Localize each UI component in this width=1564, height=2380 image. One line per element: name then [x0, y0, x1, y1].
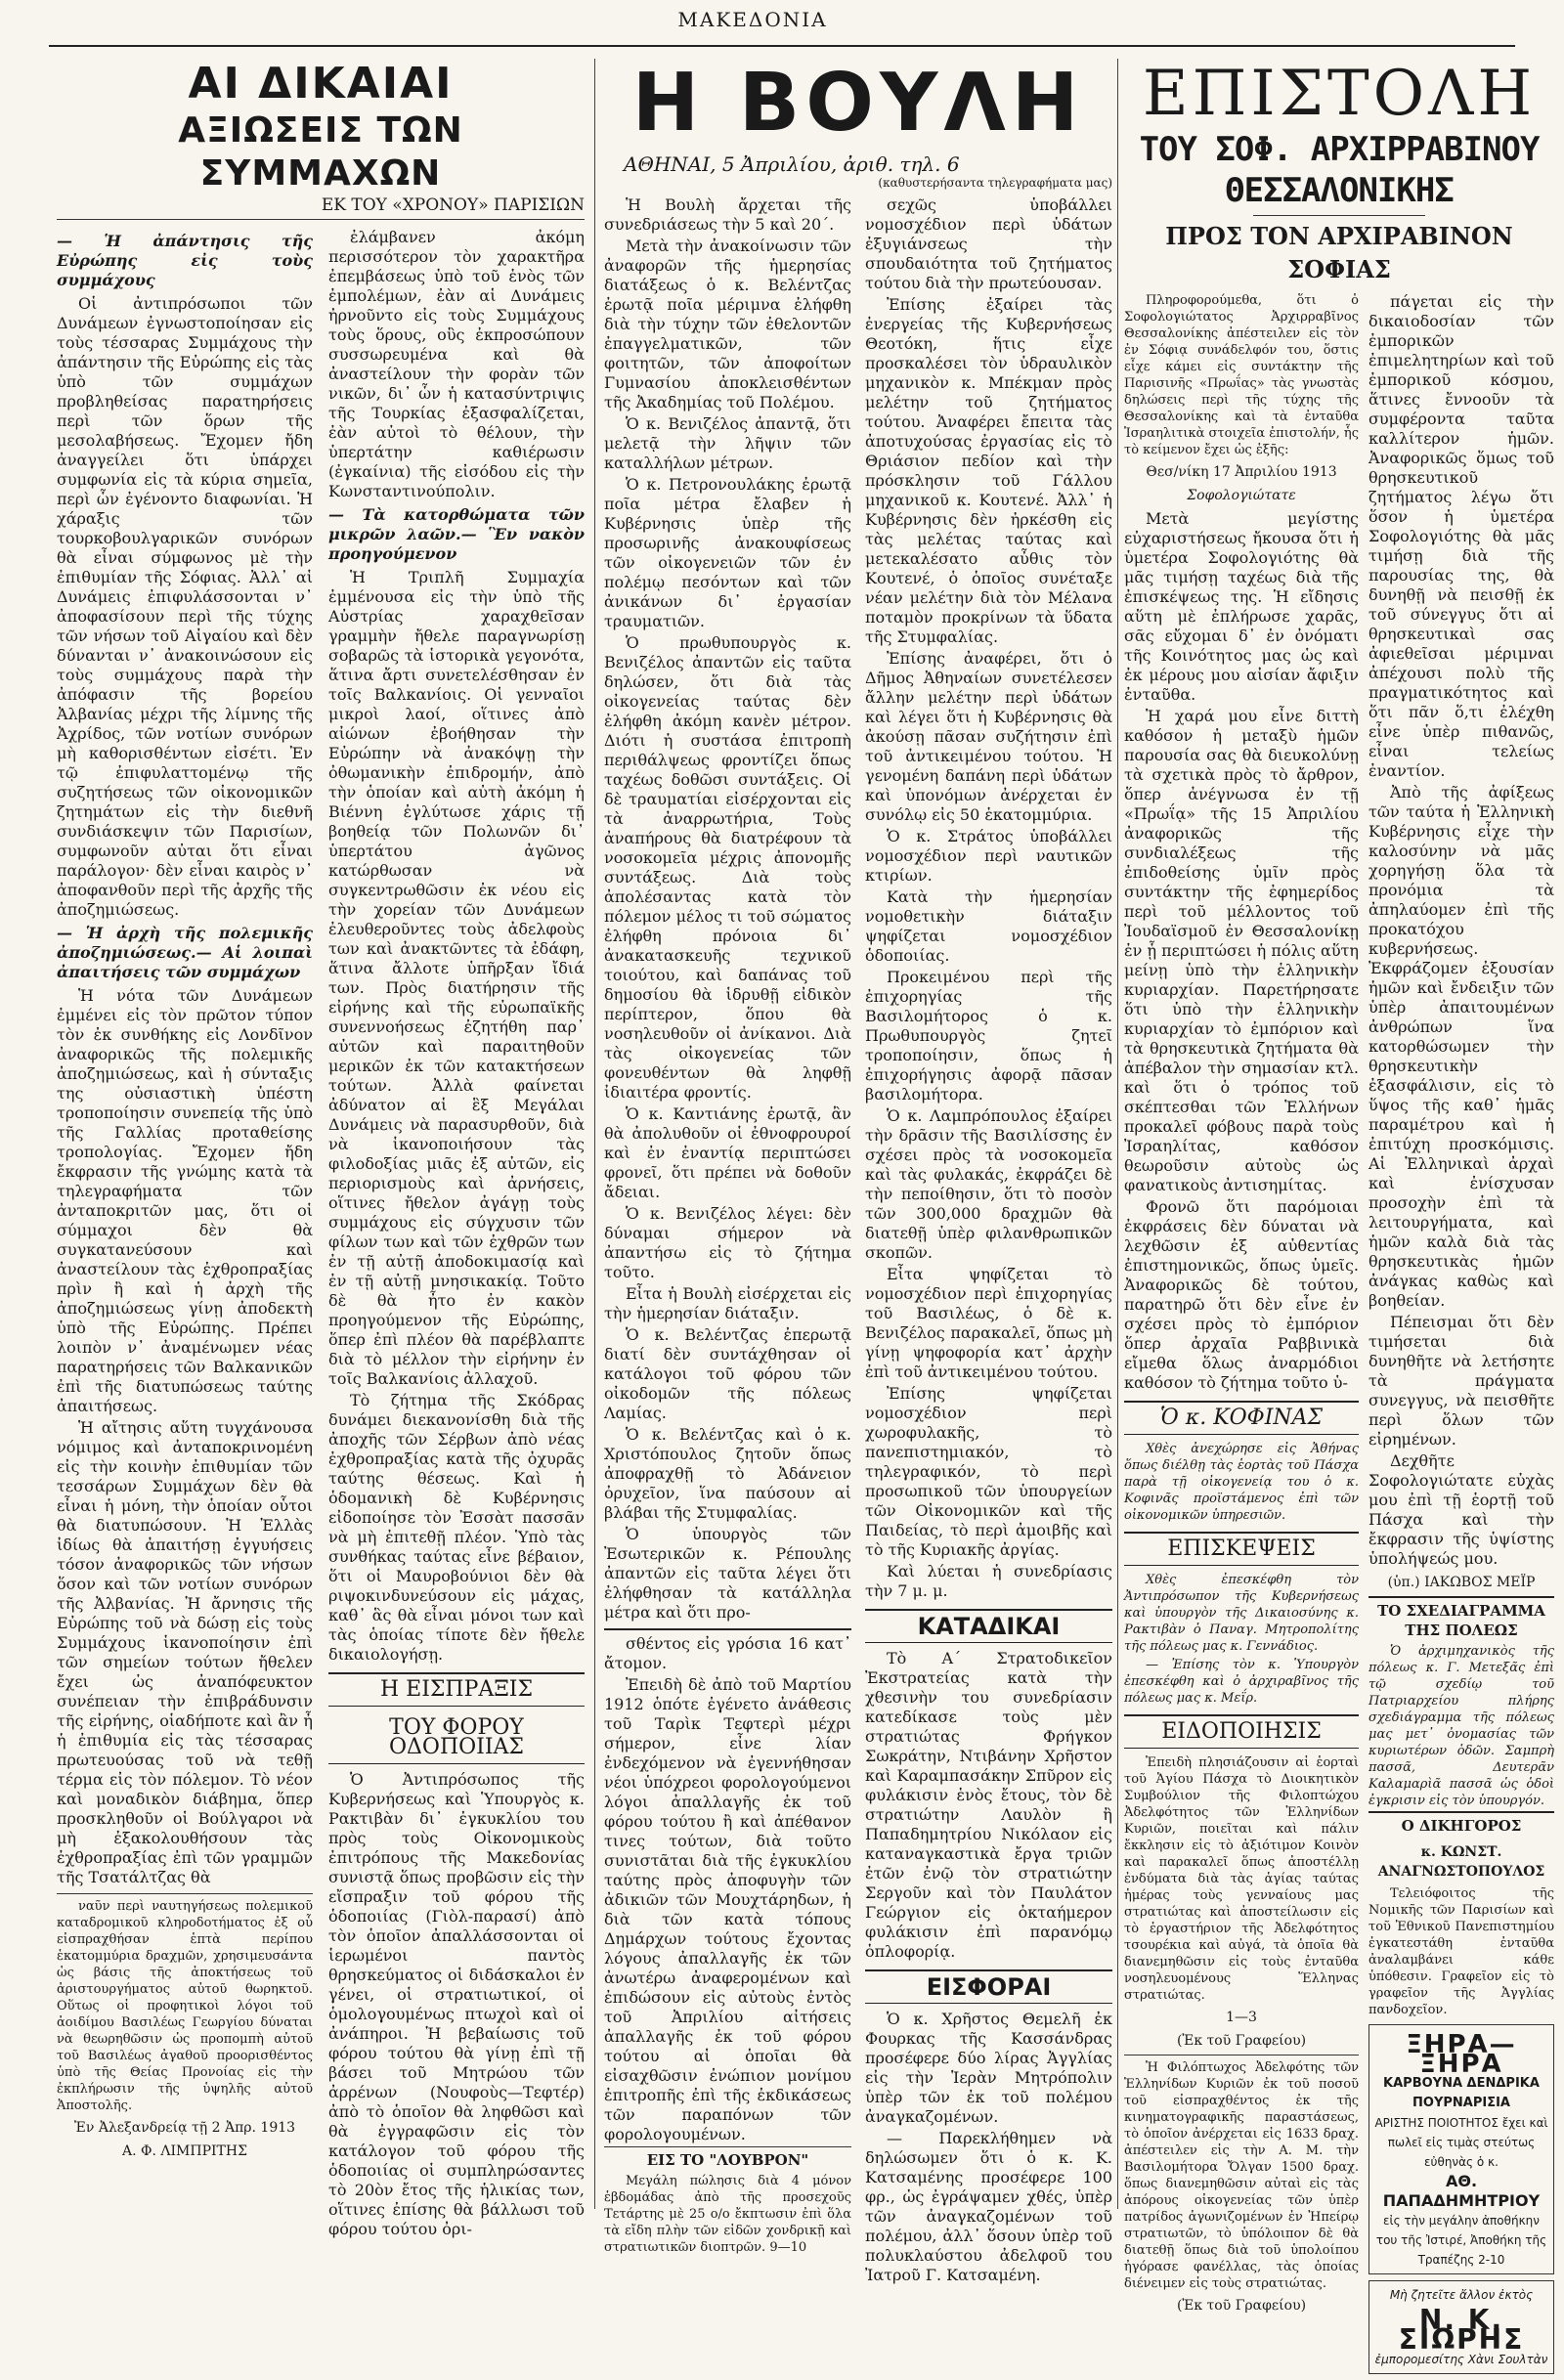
article-body-split — [604, 195, 1112, 2287]
dateline-note: (καθυστερήσαντα τηλεγραφήματα μας) — [878, 176, 1112, 190]
subheading: — Ἡ ἀπάντησις τῆς Εὐρώπης εἰς τοὺς συμμάχους — [57, 232, 313, 289]
eispraxis-title-line2: ΤΟΥ ΦΟΡΟΥ ΟΔΟΠΟΙΙΑΣ — [328, 1712, 585, 1764]
paragraph: Φρονῶ ὅτι παρόμοιαι ἐκφράσεις δὲν δύναται νὰ λεχθῶσιν ἐξ αὐθεντίας ἐπιστημονικῶς, ὅπως ὑμεῖς. Ἀναφορικῶς δὲ τούτου, παρατηρῶ ὅτι δὲν εἶνε ἐν σχέσει πρὸς τὸ ἐμπόριον ὅπερ ἀρχαῖα Ραββινικὰ εἴμεθα ὅλως ἀναρμόδιοι καθόσον τὸ ζήτημα τοῦτο ὑ- — [1124, 1197, 1359, 1392]
article-col-a — [604, 195, 851, 2287]
letter-place: Ἐν Ἀλεξανδρείᾳ τῇ 2 Ἀπρ. 1913 — [73, 2120, 296, 2136]
letter-signature: Α. Φ. ΛΙΜΠΡΙΤΗΣ — [122, 2143, 247, 2159]
subheading: — Ἡ ἀρχὴ τῆς πολεμικῆς ἀποζημιώσεως.— Αἱ λοιπαὶ ἀπαιτήσεις τῶν συμμάχων — [57, 924, 313, 981]
dateline: ΑΘΗΝΑΙ, 5 Ἀπριλίου, ἀριθ. τηλ. 6 — [624, 152, 960, 176]
letter-title-line1: ΕΠΙΣΤΟΛΗ — [1142, 58, 1537, 130]
lawyer-name: κ. ΚΩΝΣΤ. ΑΝΑΓΝΩΣΤΟΠΟΥΛΟΣ — [1377, 1844, 1545, 1880]
top-rule — [49, 45, 1515, 47]
eidopoiisis-title: ΕΙΔΟΠΟΙΗΣΙΣ — [1124, 1714, 1359, 1749]
paragraph: Ἡ Βουλὴ ἄρχεται τῆς συνεδριάσεως τὴν 5 καὶ 20΄. — [604, 195, 851, 234]
paragraph: Ὁ κ. Βενιζέλος λέγει: δὲν δύναμαι σήμερον νὰ ἀπαντήσω εἰς τὸ ζήτημα τοῦτο. — [604, 1204, 851, 1281]
episkepseis-title: ΕΠΙΣΚΕΨΕΙΣ — [1124, 1532, 1359, 1566]
article-title: Η ΒΟΥΛΗ — [631, 57, 1085, 150]
paragraph: Ὁ κ. Βελέντζας καὶ ὁ κ. Χριστόπουλος ζητοῦν ὅπως ἀποφραχθῇ τὸ Ἀδάνειον ὀρυχεῖον, ἵνα παύσουν αἱ βλάβαι τῆς Στυμφαλίας. — [604, 1425, 851, 1522]
ad-text: ἐμπορομεσίτης Χὰνι Σουλτὰν — [1374, 2353, 1548, 2366]
paragraph: Ἡ Τριπλῆ Συμμαχία ἐμμένουσα εἰς τὴν ὑπὸ τῆς Αὐστρίας χαραχθεῖσαν γραμμὴν ἤθελε παραγνωρίσῃ σοβαρῶς τὰ ἱστορικὰ γεγονότα, ἅτινα ἄρτι συνετελέσθησαν ἐν τοῖς Βαλκανίοις. Οἱ γενναῖοι μικροὶ λαοί, οἵτινες ἀπὸ αἰώνων ἐβοήθησαν τὴν Εὐρώπην νὰ ἀνακόψῃ τὴν ὀθωμανικὴν ἐπιδρομήν, ἀπὸ τὴν ὁποίαν καὶ αὐτὴ ἀκόμη ἡ Βιέννη ἐγλύτωσε χάρις τῇ βοηθείᾳ τῶν Πολωνῶν δι᾽ ὑπερτάτου ἀγῶνος κατώρθωσαν νὰ συγκεντρωθῶσιν ἐκ νέου εἰς τὴν χορείαν τῶν Δυνάμεων ἐλευθεροῦντες τοὺς ἀδελφοὺς των καὶ ἀνακτῶντες τὰ ἐδάφη, ἅτινα ἄλλοτε ὑπῆρξαν ἴδιά των. Πρὸς διατήρησιν τῆς εἰρήνης καὶ τῆς εὐρωπαϊκῆς συνεννοήσεως ἐζητήθη παρ᾽ αὐτῶν καὶ παραιτηθοῦν μερικῶν ἐκ τῶν κατακτήσεων τούτων. Ἀλλὰ φαίνεται ἀδύνατον αἱ ἓξ Μεγάλαι Δυνάμεις νὰ παρασυρθοῦν, διὰ νὰ ἱκανοποιήσουν τὰς φιλοδοξίας μιᾶς ἐξ αὐτῶν, εἰς περιορισμοὺς καὶ ἀρνήσεις, οἵτινες ἤθελον ἀγάγῃ τοὺς συμμάχους εἰς σύγχυσιν τῶν φίλων των καὶ τῶν ἐχθρῶν των ἐν τῇ αὐτῇ ἀποδοκιμασίᾳ καὶ ἐν τῇ αὐτῇ μνησικακίᾳ. Τοῦτο δὲ θὰ ἦτο ἐν κακὸν προηγούμενον τῆς Εὐρώπης, ὅπερ ἐπὶ πλέον θὰ παρέβλαπτε διὰ τὸ μέλλον τὴν εἰρήνην ἐν τοῖς Βαλκανίοις ἀλλαχοῦ. — [328, 568, 585, 1388]
paragraph: Ἡ Φιλόπτωχος Ἀδελφότης τῶν Ἑλληνίδων Κυριῶν ἐκ τοῦ ποσοῦ τοῦ εἰσπραχθέντος ἐκ τῆς κινηματογραφικῆς παραστάσεως, τὸ ὁποῖον ἀνέρχεται εἰς 1633 δραχ. ἀπέστειλεν εἰς τὴν Α. Μ. τὴν Βασιλομήτορα Ὄλγαν 1500 δραχ. ὅπως διανεμηθῶσιν αὐταὶ εἰς τὰς ἀπόρους οἰκογενείας τῶν ὑπὲρ πατρίδος ἀγωνιζομένων ἐν Ἠπείρῳ στρατιωτῶν, τὸ ὑπόλοιπον δὲ θὰ διατεθῇ ὅπως διὰ τοῦ ὑπολοίπου ἠγόρασε φανέλλας, τὰς ὁποίας διένειμεν εἰς τοὺς στρατιώτας. — [1124, 2055, 1359, 2292]
paragraph: — Ἐπίσης τὸν κ. Ὑπουργὸν ἐπεσκέφθη καὶ ὁ ἀρχιραβῖνος τῆς πόλεως μας κ. Μεΐρ. — [1124, 1658, 1359, 1706]
ad-name: ΑΘ. ΠΑΠΑΔΗΜΗΤΡΙΟΥ — [1382, 2172, 1541, 2210]
letter-signature: (ὑπ.) ΙΑΚΩΒΟΣ ΜΕΪΡ — [1387, 1575, 1536, 1590]
masthead: ΜΑΚΕΔΟΝΙΑ — [677, 8, 828, 31]
paragraph: Προκειμένου περὶ τῆς ἐπιχορηγίας τῆς Βασιλομήτορος ὁ κ. Πρωθυπουργὸς ζητεῖ τροποποίησιν, ὅπως ἡ ἐπιχορήγησις ἀφορᾷ πᾶσαν βασιλομήτορα. — [865, 968, 1112, 1103]
paragraph: Τελειόφοιτος τῆς Νομικῆς τῶν Παρισίων καὶ τοῦ Ἐθνικοῦ Πανεπιστημίου ἐγκατεστάθη ἐνταῦθα ἀναλαμβάνει κάθε ὑπόθεσιν. Γραφεῖον εἰς τὸ γραφεῖον τῆς Ἀγγλίας πανδοχεῖον. — [1368, 1886, 1554, 2017]
paragraph: Μετὰ μεγίστης εὐχαριστήσεως ἤκουσα ὅτι ἡ ὑμετέρα Σοφολογιότης θὰ μᾶς τιμήσῃ ταχέως διὰ τῆς ἐπισκέψεως της. Ἡ εἴδησις αὕτη μὲ ἐπλήρωσε χαρᾶς, σᾶς εὔχομαι δ᾽ ἐν ὀνόματι τῆς Κοινότητος μας ὡς καὶ ἐκ μέρους μου αἰσίαν ἄφιξιν ἐνταῦθα. — [1124, 509, 1359, 704]
paragraph: Ὁ κ. Στράτος ὑποβάλλει νομοσχέδιον περὶ ναυτικῶν κτιρίων. — [865, 827, 1112, 885]
paragraph: Ἀπὸ τῆς ἀφίξεως τῶν ταύτα ἡ Ἑλληνικὴ Κυβέρνησις εἶχε τὴν καλοσύνην νὰ μᾶς χορηγήσῃ ὅλα τὰ προνόμια τὰ ἀπηλαύομεν ἐπὶ τῆς προκατόχου κυβερνήσεως. Ἐκφράζομεν ἐξουσίαν ἡμῶν καὶ ἔνδειξιν τῶν ὑπὲρ ἀπαιτουμένων ἀνθρώπων ἵνα κατορθώσωμεν τὴν θρησκευτικὴν ἐξασφάλισιν, εἰς τὸ ὕψος τῆς καθ᾽ ἡμᾶς παραμέτρου καὶ ἡ ἐπιτύχη προσκόμισις. Αἱ Ἑλληνικαὶ ἀρχαὶ καὶ ἐνίσχυσαν προσοχὴν ἐπὶ τὰ λειτουργήματα, καὶ ἡμῶν καλὰ διὰ τὰς θρησκευτικὰς ἡμῶν ἀνάγκας καθὼς καὶ βοηθείαν. — [1368, 783, 1554, 1310]
ad-text: εἰς τὴν μεγάλην ἀποθήκην του τῆς Ἰστιρέ, Ἀποθήκη τῆς Τραπέζης 2-10 — [1375, 2214, 1547, 2267]
paragraph: Ὁ κ. Πετρονουλάκης ἐρωτᾷ ποῖα μέτρα ἔλαβεν ἡ Κυβέρνησις ὑπὲρ τῆς προσωρινῆς ἀνακουφίσεως τῶν οἰκογενειῶν τῶν ἐν πολέμῳ πεσόντων καὶ τῶν ἀνικάνων δι᾽ ἐργασίαν τραυματιῶν. — [604, 475, 851, 630]
paragraph: Δεχθῆτε Σοφολογιώτατε εὐχὰς μου ἐπὶ τῇ ἑορτῇ τοῦ Πάσχα καὶ τὴν ἔκφρασιν τῆς ὑψίστης ὑπολήψεώς μου. — [1368, 1451, 1554, 1568]
paragraph: Καὶ λύεται ἡ συνεδρίασις τὴν 7 μ. μ. — [865, 1562, 1112, 1600]
paragraph: Ἐπίσης ἀναφέρει, ὅτι ὁ Δῆμος Ἀθηναίων συνετέλεσεν ἄλλην μελέτην περὶ ὑδάτων καὶ λέγει ὅτι ἡ Κυβέρνησις θὰ ἀκούσῃ πᾶσαν συζήτησιν ἐπὶ τοῦ ἀντικειμένου τούτου. Ἡ γενομένη δαπάνη περὶ ὑδάτων καὶ ὑπονόμων ἀνέρχεται ἐν συνόλῳ εἰς 50 ἑκατομμύρια. — [865, 649, 1112, 824]
sched-title: ΤΟ ΣΧΕΔΙΑΓΡΑΜΜΑ ΤΗΣ ΠΟΛΕΩΣ — [1368, 1596, 1554, 1643]
paragraph: Οἱ ἀντιπρόσωποι τῶν Δυνάμεων ἐγνωστοποίησαν εἰς τοὺς τέσσαρας Συμμάχους τὴν ἀπάντησιν τῆς Εὐρώπης εἰς τὰς ὑπὸ τῶν συμμάχων προβληθείσας παρατηρήσεις περὶ τῶν ὅρων τῆς μεσολαβήσεως. Ἔχομεν ἤδη ἀναγγείλει ὅτι ὑπάρχει συμφωνία εἰς τὰ κύρια σημεῖα, περὶ ὧν ἐγένοντο διαφωνίαι. Ἡ χάραξις τῶν τουρκοβουλγαρικῶν συνόρων θὰ εἶναι σύμφωνος μὲ τὴν ἐπιθυμίαν τῆς Σόφιας. Ἀλλ᾽ αἱ Δυνάμεις ἐπιφυλάσσονται ν᾽ ἀποφασίσουν περὶ τῆς τύχης τῶν νήσων τοῦ Αἰγαίου καὶ δὲν δύνανται ν᾽ ἀνακοινώσουν εἰς τοὺς συμμάχους παρὰ τὴν ἀπόφασιν τῆς βορείου Ἀλβανίας μέχρι τῆς λίμνης τῆς Ἀχρίδος, τῶν νοτίων συνόρων μὴ καθορισθέντων εἰσέτι. Ἐν τῷ ἐπιφυλαττομένῳ τῆς συζητήσεως τῶν οἰκονομικῶν ζητημάτων εἰς τὴν διεθνῆ συνδιάσκεψιν τῶν Παρισίων, συμφωνοῦν αὐται ὅτι εἶναι παράλογον· δὲν εἶναι καιρὸς ν᾽ ἀποφανθοῦν περὶ τῆς ἀρχῆς τῆς ἀποζημιώσεως. — [57, 294, 313, 919]
louvron-title: ΕΙΣ ΤΟ "ΛΟΥΒΡΟΝ" — [604, 2146, 851, 2173]
letter-date: Θεσ/νίκη 17 Ἀπριλίου 1913 — [1146, 464, 1337, 480]
paragraph: Ὁ πρωθυπουργὸς κ. Βενιζέλος ἀπαντῶν εἰς ταῦτα δηλώσεν, ὅτι διὰ τὰς οἰκογενείας ταύτας δὲν ἐλήφθη ἀκόμη κανὲν μέτρον. Διότι ἡ συστάσα ἐπιτροπὴ περιθάλψεως φροντίζει ὅπως ταχέως δοθῶσι συντάξεις. Οἱ δὲ τραυματίαι εἰσέρχονται εἰς τὰ ἀναρρωτήρια, Τοὺς ἀναπήρους θὰ διατρέφουν τὰ νοσοκομεῖα μέχρις ἀπονομῆς συντάξεως. Διὰ τοὺς ἀπολέσαντας κατὰ τὸν πόλεμον μέλος τι τοῦ σώματος ἐλήφθη πρόνοια δι᾽ ἀνακατασκευῆς τεχνικοῦ τοιούτου, καὶ δαπάνας τοῦ δημοσίου θὰ ἱδρυθῇ εἰδικὸν περίπτερον, ὅπου θὰ νοσηλευθοῦν οἱ ἀνίκανοι. Διὰ τὰς οἰκογενείας τῶν φονευθέντων θὰ ληφθῇ ἰδιαιτέρα φροντίς. — [604, 633, 851, 1102]
letter-col-b — [1368, 292, 1554, 2380]
paragraph: Ὁ κ. Καντιάνης ἐρωτᾷ, ἂν θὰ ἀπολυθοῦν οἱ ἐθνοφρουροί καὶ ἐν ἐναντίᾳ περιπτώσει φρονεῖ, ὅτι πρέπει νὰ δοθοῦν ἄδειαι. — [604, 1104, 851, 1201]
paragraph: Ἡ αἴτησις αὕτη τυγχάνουσα νόμιμος καὶ ἀνταποκρινομένη εἰς τὴν κοινὴν ἐπιθυμίαν τῶν τεσσάρων Συμμάχων δὲν θὰ εἶναι ἡ μόνη, τὴν ὁποίαν οὗτοι θὰ διατυπώσουν. Ἡ Ἑλλὰς ἰδίως θὰ ἀπαιτήσῃ ἐγγυήσεις τόσον ἀναφορικῶς τῶν νήσων ὅσον καὶ τῶν νοτίων συνόρων τῆς Ἀλβανίας. Ἡ ἄρνησις τῆς Εὐρώπης τοῦ νὰ δώσῃ εἰς τοὺς Συμμάχους ἱκανοποίησιν ἐπὶ τῶν σημείων τούτων ἤθελεν ἔχει ὡς ἀναπόφευκτον συνέπειαν τὴν ἐπιβράδυνσιν τῆς εἰρήνης, οἱαδήποτε καὶ ἂν ἦ ἡ ἐπιθυμία εἰς τὰς τέσσαρας πρωτευούσας τοῦ νὰ τεθῇ τέρμα εἰς τὸν πόλεμον. Τὸ νέον καὶ μοναδικὸν διάβημα, ὅπερ προσκληθοῦν οἱ Βούλγαροι νὰ μὴ ἐξακολουθήσουν τὰς ἐχθροπραξίας ἐπὶ τῶν γραμμῶν τῆς Τσατάλτζας θὰ — [57, 1418, 313, 1886]
paragraph: Ὁ ἀρχιμηχανικὸς τῆς πόλεως κ. Γ. Μετεξᾶς ἐπὶ τῷ σχεδίῳ τοῦ Πατριαρχείου πλήρης σχεδιάγραμμα τῆς πόλεως μας μετ᾽ ὀνομασίας τῶν κυριωτέρων ὁδῶν. Σαμπρὴ πασσᾶ, Δευτερᾶν Καλαμαρὶᾶ πασσᾶ ὡς ὁδοὶ ἐγκρισιν εἰς τὸν ὑπουργόν. — [1368, 1644, 1554, 1808]
paragraph: Ὁ κ. Βελέντζας ἐπερωτᾷ διατί δὲν συντάχθησαν οἱ κατάλογοι τοῦ φόρου τῶν οἰκοδομῶν τῆς πόλεως Λαμίας. — [604, 1325, 851, 1422]
paragraph: Χθὲς ἐπεσκέφθη τὸν Ἀντιπρόσωπον τῆς Κυβερνήσεως καὶ ὑπουργὸν τῆς Δικαιοσύνης κ. Ρακτιβὰν ὁ Παναγ. Μητροπολίτης τῆς πόλεως μας κ. Γεννάδιος. — [1124, 1573, 1359, 1654]
paragraph: Ἐπίσης ψηφίζεται νομοσχέδιον περὶ χωροφυλακῆς, τὸ πανεπιστημιακόν, τὸ τηλεγραφικόν, τὸ περὶ προσωπικοῦ τῶν ὑπουργείων τῶν Οἰκονομικῶν καὶ τῆς Παιδείας, τὸ περὶ ἀμοιβῆς καὶ τὸ τῆς Κυριακῆς ἀργίας. — [865, 1384, 1112, 1559]
paragraph: Ἡ νότα τῶν Δυνάμεων ἐμμένει εἰς τὸν πρῶτον τύπον τὸν ἐκ συνθήκης εἰς Λονδῖνον ἀναφορικῶς τῆς πολεμικῆς ἀποζημιώσεως, καὶ ἡ σύνταξις της οὐσιαστικὴ ὑπέστη τροποποίησιν συνεπείᾳ τῆς ὑπὸ τῆς Γαλλίας προταθείσης τροπολογίας. Ἔχομεν ἤδη ἔκφρασιν τῆς γνώμης κατὰ τὰ τηλεγραφήματα τῶν ἀνταποκριτῶν μας, ὅτι οἱ σύμμαχοι δὲν θὰ συγκατανεύσουν καὶ ἀναστείλουν τὰς ἐχθροπραξίας πρὶν ἢ καὶ ἡ ἀρχὴ τῆς ἀποζημιώσεως γίνῃ ἀποδεκτὴ ὑπὸ τῆς Εὐρώπης. Πρέπει λοιπὸν ν᾽ ἀναμένωμεν νέας παρατηρήσεις τῶν Βαλκανικῶν ἐπὶ τῆς διατυπώσεως ταύτης ἀπαιτήσεως. — [57, 986, 313, 1415]
paragraph: Πληροφορούμεθα, ὅτι ὁ Σοφολογιώτατος Ἀρχιρραβῖνος Θεσσαλονίκης ἀπέστειλεν εἰς τὸν ἐν Σόφιᾳ συνάδελφόν του, ὅστις εἶχε κάμει εἰς συντάκτην τῆς Παρισινῆς «Πρωΐας» τὰς γνωστὰς δηλώσεις περὶ τῆς τύχης τῆς Θεσσαλονίκης καὶ τὰ ἐνταῦθα Ἰσραηλιτικὰ στοιχεῖα ἐπιστολήν, ἧς τὸ κείμενον ἔχει ὡς ἑξῆς: — [1124, 293, 1359, 457]
letter-title-line2: ΤΟΥ ΣΟΦ. ΑΡΧΙΡΡΑΒΙΝΟΥ ΘΕΣΣΑΛΟΝΙΚΗΣ — [1139, 130, 1540, 210]
ad-title: ΞΗΡΑ—ΞΗΡΑ — [1406, 2030, 1517, 2079]
letter-text: ναῦν περὶ ναυτηγήσεως πολεμικοῦ καταδρομικοῦ κληροδοτήματος ἐξ οὗ εἰσπραχθήσαν ἑπτὰ περίπου ἑκατομμύρια δραχμῶν, χρησιμευσάντα ὡς βάσις τῆς ἀποκτήσεως τοῦ ἀριστουργήματος αὐτοῦ θωρηκτοῦ. Οὕτως οἱ προφητικοὶ λόγοι τοῦ ἀοιδίμου Βασιλέως Γεωργίου δύναται νὰ θεωρηθῶσιν ὡς προπομπὴ αὐτοῦ τοῦ Βασιλέως ἀγαθοῦ προορισθέντος ὑπὸ τῆς Θείας Προνοίας εἰς τὴν ἐκπλήρωσιν τῆς ὑψηλῆς αὐτοῦ Ἀποστολῆς. — [57, 1899, 313, 2113]
notice-source: (Ἐκ τοῦ Γραφείου) — [1176, 2033, 1307, 2049]
ad-name: Ν. Κ. ΣΙΩΡΗΣ — [1398, 2304, 1525, 2356]
column-divider-2 — [1117, 59, 1118, 2209]
paragraph: Ὁ κ. Λαμπρόπουλος ἐξαίρει τὴν δρᾶσιν τῆς Βασιλίσσης ἐν σχέσει πρὸς τὰ νοσοκομεῖα καὶ τὰς φυλακάς, ἐκφράζει δὲ τὴν πεποίθησιν, ὅτι τὸ ποσὸν τῶν 300,000 δραχμῶν θὰ διατεθῇ ὑπὲρ φιλανθρωπικῶν σκοπῶν. — [865, 1106, 1112, 1262]
continued-block — [604, 1628, 851, 2144]
louvron-text: Μεγάλη πώλησις διὰ 4 μόνον ἑβδομάδας ἀπὸ τῆς προσεχοῦς Τετάρτης μὲ 25 ο/ο ἔκπτωσιν ἐπὶ ὅλα τὰ εἴδη πλὴν τῶν εἰδῶν χονδρικῇ καὶ στρατιωτικῶν διοπτρῶν. 9—10 — [604, 2174, 851, 2255]
paragraph: — Παρεκλήθημεν νὰ δηλώσωμεν ὅτι ὁ κ. Κ. Κατσαμένης προσέφερε 100 φρ., ὡς ἐγράψαμεν χθές, ὑπὲρ τῶν ἀναγκαζομένων τοῦ πολέμου, ἀλλ᾽ ὅσουν ὑπὲρ τοῦ πολυκλαύστου ἀδελφοῦ του Ἰατροῦ Γ. Κατσαμένη. — [865, 2129, 1112, 2284]
paragraph: Μετὰ τὴν ἀνακοίνωσιν τῶν ἀναφορῶν τῆς ἡμερησίας διατάξεως ὁ κ. Βελέντζας ἐρωτᾷ ποῖα μέριμνα ἐλήφθη διὰ τὴν τύχην τῶν ἐθελοντῶν ἐπαγγελματικῶν, τῶν φοιτητῶν, τῶν ἀποφοίτων Γυμνασίου ἀποκλεισθέντων τῆς Ἀκαδημίας τοῦ Πολέμου. — [604, 237, 851, 411]
paragraph: ἐλάμβανεν ἀκόμη περισσότερον τὸν χαρακτῆρα ἐπεμβάσεως ὑπὸ τοῦ ἑνὸς τῶν ἐμπολέμων, ἐὰν αἱ Δυνάμεις ἠρνοῦντο εἰς τοὺς Συμμάχους τοὺς ὅρους, οὓς ἐκπροσώπουν συσσωρευμένα καὶ θὰ ἀναστείλουν τὴν φορὰν τῶν νικῶν, δι᾽ ὧν ἡ κατασύντριψις τῆς Τουρκίας ἐξασφαλίζεται, ἐὰν αὐτοὶ τὸ θέλουν, τὴν ὑπερτάτην καθιέρωσιν (ἐγκαίνια) τῆς εἰσόδου εἰς τὴν Κωνσταντινούπολιν. — [328, 228, 585, 500]
lawyer-title: Ο ΔΙΚΗΓΟΡΟΣ — [1368, 1811, 1554, 1839]
kofinas-title: Ὁ κ. ΚΟΦΙΝΑΣ — [1124, 1401, 1359, 1435]
ad-text: Μὴ ζητεῖτε ἄλλον ἐκτὸς — [1389, 2288, 1534, 2302]
column-divider-1 — [594, 59, 595, 2209]
article-title-line1: ΑΙ ΔΙΚΑΙΑΙ — [188, 59, 454, 108]
paragraph: Ὁ κ. Χρῆστος Θεμελῆ ἐκ Φουρκας τῆς Κασσάνδρας προσέφερε δύο λίρας Ἀγγλίας εἰς τὴν Ἱερὰν Μητρόπολιν ὑπὲρ τῶν ἐκ τοῦ πολέμου ἀναγκαζομένων. — [865, 2010, 1112, 2126]
article-col-b — [328, 228, 585, 2241]
subheading: — Τὰ κατορθώματα τῶν μικρῶν λαῶν.— Ἓν νακὸν προηγούμενον — [328, 505, 585, 563]
article-col-a — [57, 228, 313, 2241]
paragraph: σθέντος εἰς γρόσια 16 κατ᾽ ἄτομον. — [604, 1634, 851, 1672]
column-1 — [57, 59, 585, 2238]
paragraph: Ὁ κ. Βενιζέλος ἀπαντᾷ, ὅτι μελετᾷ τὴν λῆψιν τῶν καταλλήλων μέτρων. — [604, 414, 851, 472]
letter-title-line3: ΠΡΟΣ ΤΟΝ ΑΡΧΙΡΑΒΙΝΟΝ ΣΟΦΙΑΣ — [1165, 222, 1513, 283]
ad-charcoal — [1368, 2024, 1554, 2274]
paragraph: Ἡ χαρά μου εἶνε διττὴ καθόσον ἡ μεταξὺ ἡμῶν παρουσία σας θὰ διευκολύνῃ τὰ σχετικὰ πρὸς τὸ ἄρθρον, ὅπερ ἀνέγνωσα ἐν τῇ «Πρωΐᾳ» τῆς 15 Ἀπριλίου ἀναφορικῶς τῆς συνδιαλέξεως τῆς ἐπιδοθείσης ὑμῖν πρὸς συντάκτην τῆς ἐφημερίδος περὶ τοῦ μέλλοντος τοῦ Ἰουδαϊσμοῦ ἐν Θεσσαλονίκῃ ἐν ᾗ περιπτώσει ἡ πόλις αὕτη μείνῃ ὑπὸ τὴν ἑλληνικὴν κυριαρχίαν. Παρετήρησατε ὅτι ὑπὸ τὴν ἑλληνικὴν κυριαρχίαν τὸ ἐμπόριον καὶ τὰ θρησκευτικὰ ζητήματα θὰ ἀπέβαλον τὴν σημασίαν κτλ. καὶ ὅτι ὁ τρόπος τοῦ σκέπτεσθαι τῶν Ἑλλήνων προκαλεῖ φόβους παρὰ τοὺς Ἰσραηλίτας, καθόσον θεωροῦσιν αὐτοὺς ὡς φανατικοὺς ἀντισημίτας. — [1124, 707, 1359, 1194]
article-title-line2: ΑΞΙΩΣΕΙΣ ΤΩΝ ΣΥΜΜΑΧΩΝ — [178, 110, 463, 194]
katadikai-title: ΚΑΤΑΔΙΚΑΙ — [865, 1609, 1112, 1643]
notice-number: 1—3 — [1226, 2010, 1257, 2025]
paragraph: Εἶτα ψηφίζεται τὸ νομοσχέδιον περὶ ἐπιχορηγίας τοῦ Βασιλέως, ὁ δὲ κ. Βενιζέλος παρακαλεῖ, ὅπως μὴ γίνῃ ψηφοφορία κατ᾽ ἀρχὴν ἐπὶ τοῦ ἀντικειμένου τούτου. — [865, 1265, 1112, 1381]
notice-source: (Ἐκ τοῦ Γραφείου) — [1176, 2298, 1307, 2314]
article-source: ΕΚ ΤΟΥ «ΧΡΟΝΟΥ» ΠΑΡΙΣΙΩΝ — [57, 195, 585, 220]
paragraph: Τὸ Α΄ Στρατοδικεῖον Ἐκστρατείας κατὰ τὴν χθεσινὴν του συνεδρίασιν κατεδίκασε τοὺς μὲν στρατιώτας Φρήγκον Σωκράτην, Ντιβάνην Χρῆστον καὶ Καραμπασάκην Σπῦρον εἰς φυλάκισιν ἑνὸς ἔτους, τὸν δὲ στρατιώτην Λαυλὸν ἢ Παπαδημητρίου Νικόλαον εἰς καταναγκαστικὰ ἔργα τριῶν ἐτῶν ἐνῷ τὸν στρατιώτην Σεργοῦν καὶ τὸν Παυλάτον Γεώργιον εἰς ὀκταήμερον φυλάκισιν ἐπὶ παρανόμῳ ὁπλοφορίᾳ. — [865, 1649, 1112, 1961]
paragraph: Ὁ Ἀντιπρόσωπος τῆς Κυβερνήσεως καὶ Ὑπουργὸς κ. Ρακτιβὰν δι᾽ ἐγκυκλίου του πρὸς τοὺς Οἰκονομικοὺς ἐπιτρόπους τῆς Μακεδονίας συνιστᾷ ὅπως προβῶσιν εἰς τὴν εἴσπραξιν τοῦ φόρου τῆς ὁδοποιίας (Γιὸλ-παρασί) ἀπὸ τὸν ὁποῖον ἀπαλλάσσονται οἱ ἱερωμένοι παντὸς θρησκεύματος οἱ διδάσκαλοι ἐν γένει, οἱ στρατιωτικοί, οἱ ὁμολογουμένως πτωχοὶ καὶ οἱ ἀνάπηροι. Ἡ βεβαίωσις τοῦ φόρου τούτου θὰ γίνῃ ἐπὶ τῇ βάσει τοῦ Μητρώου τῶν ἀρρένων (Νουφοὺς—Τεφτέρ) ἀπὸ τὸ ὁποῖον θὰ ληφθῶσι καὶ θὰ ἐγγραφῶσιν εἰς τὸν κατάλογον τοῦ φόρου τῆς ὁδοποιίας οἱ συμπληρώσαντες τὸ 20ὸν ἔτος τῆς ἡλικίας των, οἵτινες ἐπίσης θὰ βάλλωσι τοῦ φόρου τούτου ὀρι- — [328, 1770, 585, 2238]
eisforai-title: ΕΙΣΦΟΡΑΙ — [865, 1969, 1112, 2004]
paragraph: Ἐπειδὴ δὲ ἀπὸ τοῦ Μαρτίου 1912 ὁπότε ἐγένετο ἀνάθεσις τοῦ Ταρὶκ Τεφτερὶ μέχρι σήμερον, εἶνε λίαν ἐνδεχόμενον νὰ ἐγεννήθησαν νέοι ὑπόχρεοι φορολογούμενοι λόγοι ἀπαλλαγῆς ἐκ τοῦ φόρου τούτου ἢ καὶ ἀπέθανον τινες τούτων, διὰ τοῦτο συνιστᾶται διὰ τῆς ἐγκυκλίου ταύτης πρὸς ἀποφυγὴν τῶν ἀδικιῶν τῶν Μουχτάρηδων, ἡ διὰ τῶν κατὰ τόπους Δημάρχων τούτους ἔχοντας λόγους ἀπαλλαγῆς ἐκ τῶν ἀνωτέρω ἀναφερομένων καὶ ἐπιδώσουν εἰς αὐτοὺς ἐντὸς τοῦ Ἀπριλίου αἰτήσεις ἀπαλλαγῆς ἐκ τοῦ φόρου τούτου αἱ ὁποῖαι θὰ εἰσαχθῶσιν ἐνώπιον μονίμου ἐπιτροπῆς ἐπὶ τῆς ἐκδικάσεως τῶν παραπόνων τῶν φορολογουμένων. — [604, 1675, 851, 2143]
column-3 — [1124, 58, 1554, 2366]
article-body-split — [57, 228, 585, 2241]
paragraph: Εἶτα ἡ Βουλὴ εἰσέρχεται εἰς τὴν ἡμερησίαν διάταξιν. — [604, 1284, 851, 1322]
paragraph: Κατὰ τὴν ἡμερησίαν νομοθετικὴν διάταξιν ψηφίζεται νομοσχέδιον ὁδοποιίας. — [865, 887, 1112, 965]
paragraph: πάγεται εἰς τὴν δικαιοδοσίαν τῶν ἐμπορικῶν ἐπιμελητηρίων καὶ τοῦ ἐμπορικοῦ κόσμου, ἅτινες ἔννοοῦν τὰ συμφέροντα ταῦτα καλλίτερον ἡμῶν. Ἀναφορικῶς ὅμως τοῦ θρησκευτικοῦ ζητήματος λέγω ὅτι ὅσον ἡ ὑμετέρα Σοφολογιότης θὰ μᾶς τιμήσῃ διὰ τῆς παρουσίας της, θὰ δυνηθῇ νὰ πεισθῇ ἐκ τοῦ σύνεγγυς ὅτι αἱ θρησκευτικαὶ σας ἀφιεθεῖσαι μέριμναι ἀπέχουσι πολὺ τῆς πραγματικότητος καὶ ὅτι πᾶν ὅ,τι ἐλέχθη εἶνε ὑπὲρ πιθανῶς, εἶναι τελείως ἐναντίον. — [1368, 292, 1554, 780]
paragraph: Τὸ ζήτημα τῆς Σκόδρας δυνάμει διεκανονίσθη διὰ τῆς ἀποχῆς τῶν Σέρβων ἀπὸ νέας ἐχθροπραξίας κατὰ τῆς ὀχυρᾶς ταύτης θέσεως. Καὶ ἡ ὁδομανικὴ δὲ Κυβέρνησις εἰδοποίησε τὸν Ἐσσὰτ πασσᾶν νὰ μὴ ἐπιτεθῇ πλέον. Ὑπὸ τὰς συνθήκας ταύτας εἶνε βέβαιον, ὅτι οἱ Μαυροβούνιοι δὲν θὰ ριψοκινδυνεύσουν εἰς μάχας, καθ᾽ ἃς θὰ εἶναι μόνοι των καὶ τὰς ὁποίας τίποτε δὲν ἤθελε δικαιολογήσῃ. — [328, 1391, 585, 1664]
column-2 — [604, 57, 1112, 2284]
letter-col-a — [1124, 292, 1359, 2380]
paragraph: Πέπεισμαι ὅτι δὲν τιμήσεται διὰ δυνηθῆτε νὰ λετήσητε τὰ πράγματα συνεγγυς, νὰ πεισθῆτε περὶ ὅλων τῶν εἰρημένων. — [1368, 1313, 1554, 1449]
eispraxis-title-line1: Η ΕΙΣΠΡΑΞΙΣ — [328, 1672, 585, 1707]
paragraph: Ἐπίσης ἐξαίρει τὰς ἐνεργείας τῆς Κυβερνήσεως Θεοτόκη, ἥτις εἶχε προσκαλέσει τὸν ὑδραυλικὸν μηχανικὸν κ. Μπέκμαν πρὸς μελέτην τοῦ ζητήματος τούτου. Ἀναφέρει ἔπειτα τὰς ἀποτυχούσας ἐργασίας εἰς τὸ Θριάσιον πεδίον καὶ τὴν πρόσκλησιν τοῦ Γάλλου μηχανικοῦ κ. Κουτενέ. Ἀλλ᾽ ἡ Κυβέρνησις δὲν ἠρκέσθη εἰς τὰς μελέτας ταύτας καὶ μετεκαλέσατο αὖθις τὸν Κουτενέ, ὁ ὁποῖος συνέταξε νέαν μελέτην διὰ τὸν Μέλανα ποταμὸν προκρίνων τὰ ὕδατα τῆς Στυμφαλίας. — [865, 295, 1112, 646]
letter-block — [57, 1893, 313, 2161]
ad-text: ΑΡΙΣΤΗΣ ΠΟΙΟΤΗΤΟΣ ἔχει καὶ πωλεῖ εἰς τιμὰς στεύτως εὐθηνὰς ὁ κ. — [1374, 2116, 1548, 2169]
paragraph: Ἐπειδὴ πλησιάζουσιν αἱ ἑορταὶ τοῦ Ἁγίου Πάσχα τὸ Διοικητικὸν Συμβούλιον τῆς Φιλοπτώχου Ἀδελφότητος τῶν Ἑλληνίδων Κυριῶν, ποιεῖται καὶ πάλιν ἔκκλησιν εἰς τὸ ἀξιότιμον Κοινὸν καὶ παρακαλεῖ ὅπως ἀποστέλλῃ ἐνδύματα διὰ τὰς ἁγίας ταύτας ἡμέρας τοὺς γενναίους μας στρατιώτας καὶ ἀποστείλωσιν εἰς τὸ ἐργαστήριον τῆς Ἀδελφότητος τσουρέκια καὶ αὐγά, τὰ ὁποῖα θὰ διανεμηθῶσιν εἰς τοὺς ἐνταῦθα νοσηλευομένους Ἕλληνας στρατιώτας. — [1124, 1755, 1359, 2003]
letter-body-split — [1124, 292, 1554, 2380]
paragraph: Ὁ ὑπουργὸς τῶν Ἐσωτερικῶν κ. Ρέπουλης ἀπαντῶν εἰς ταῦτα λέγει ὅτι ἐλήφθησαν τὰ κατάλληλα μέτρα καὶ ὅτι προ- — [604, 1525, 851, 1622]
article-col-b — [865, 195, 1112, 2287]
paragraph: σεχῶς ὑποβάλλει νομοσχέδιον περὶ ὑδάτων ἐξυγιάνσεως τὴν σπουδαιότητα τοῦ ζητήματος τούτου διὰ τὴν πρωτεύουσαν. — [865, 195, 1112, 292]
letter-salutation: Σοφολογιώτατε — [1187, 488, 1296, 503]
ad-subtitle: ΚΑΡΒΟΥΝΑ ΔΕΝΔΡΙΚΑ ΠΟΥΡΝΑΡΙΣΙΑ — [1383, 2076, 1540, 2110]
title-rule — [1253, 215, 1425, 216]
ad-sioris — [1368, 2280, 1554, 2374]
paragraph: Χθὲς ἀνεχώρησε εἰς Ἀθήνας ὅπως διέλθῃ τὰς ἑορτὰς τοῦ Πάσχα παρὰ τῇ οἰκογενείᾳ του ὁ κ. Κοφινᾶς προϊστάμενος ἐπὶ τῶν οἰκονομικῶν ὑπηρεσιῶν. — [1124, 1442, 1359, 1523]
